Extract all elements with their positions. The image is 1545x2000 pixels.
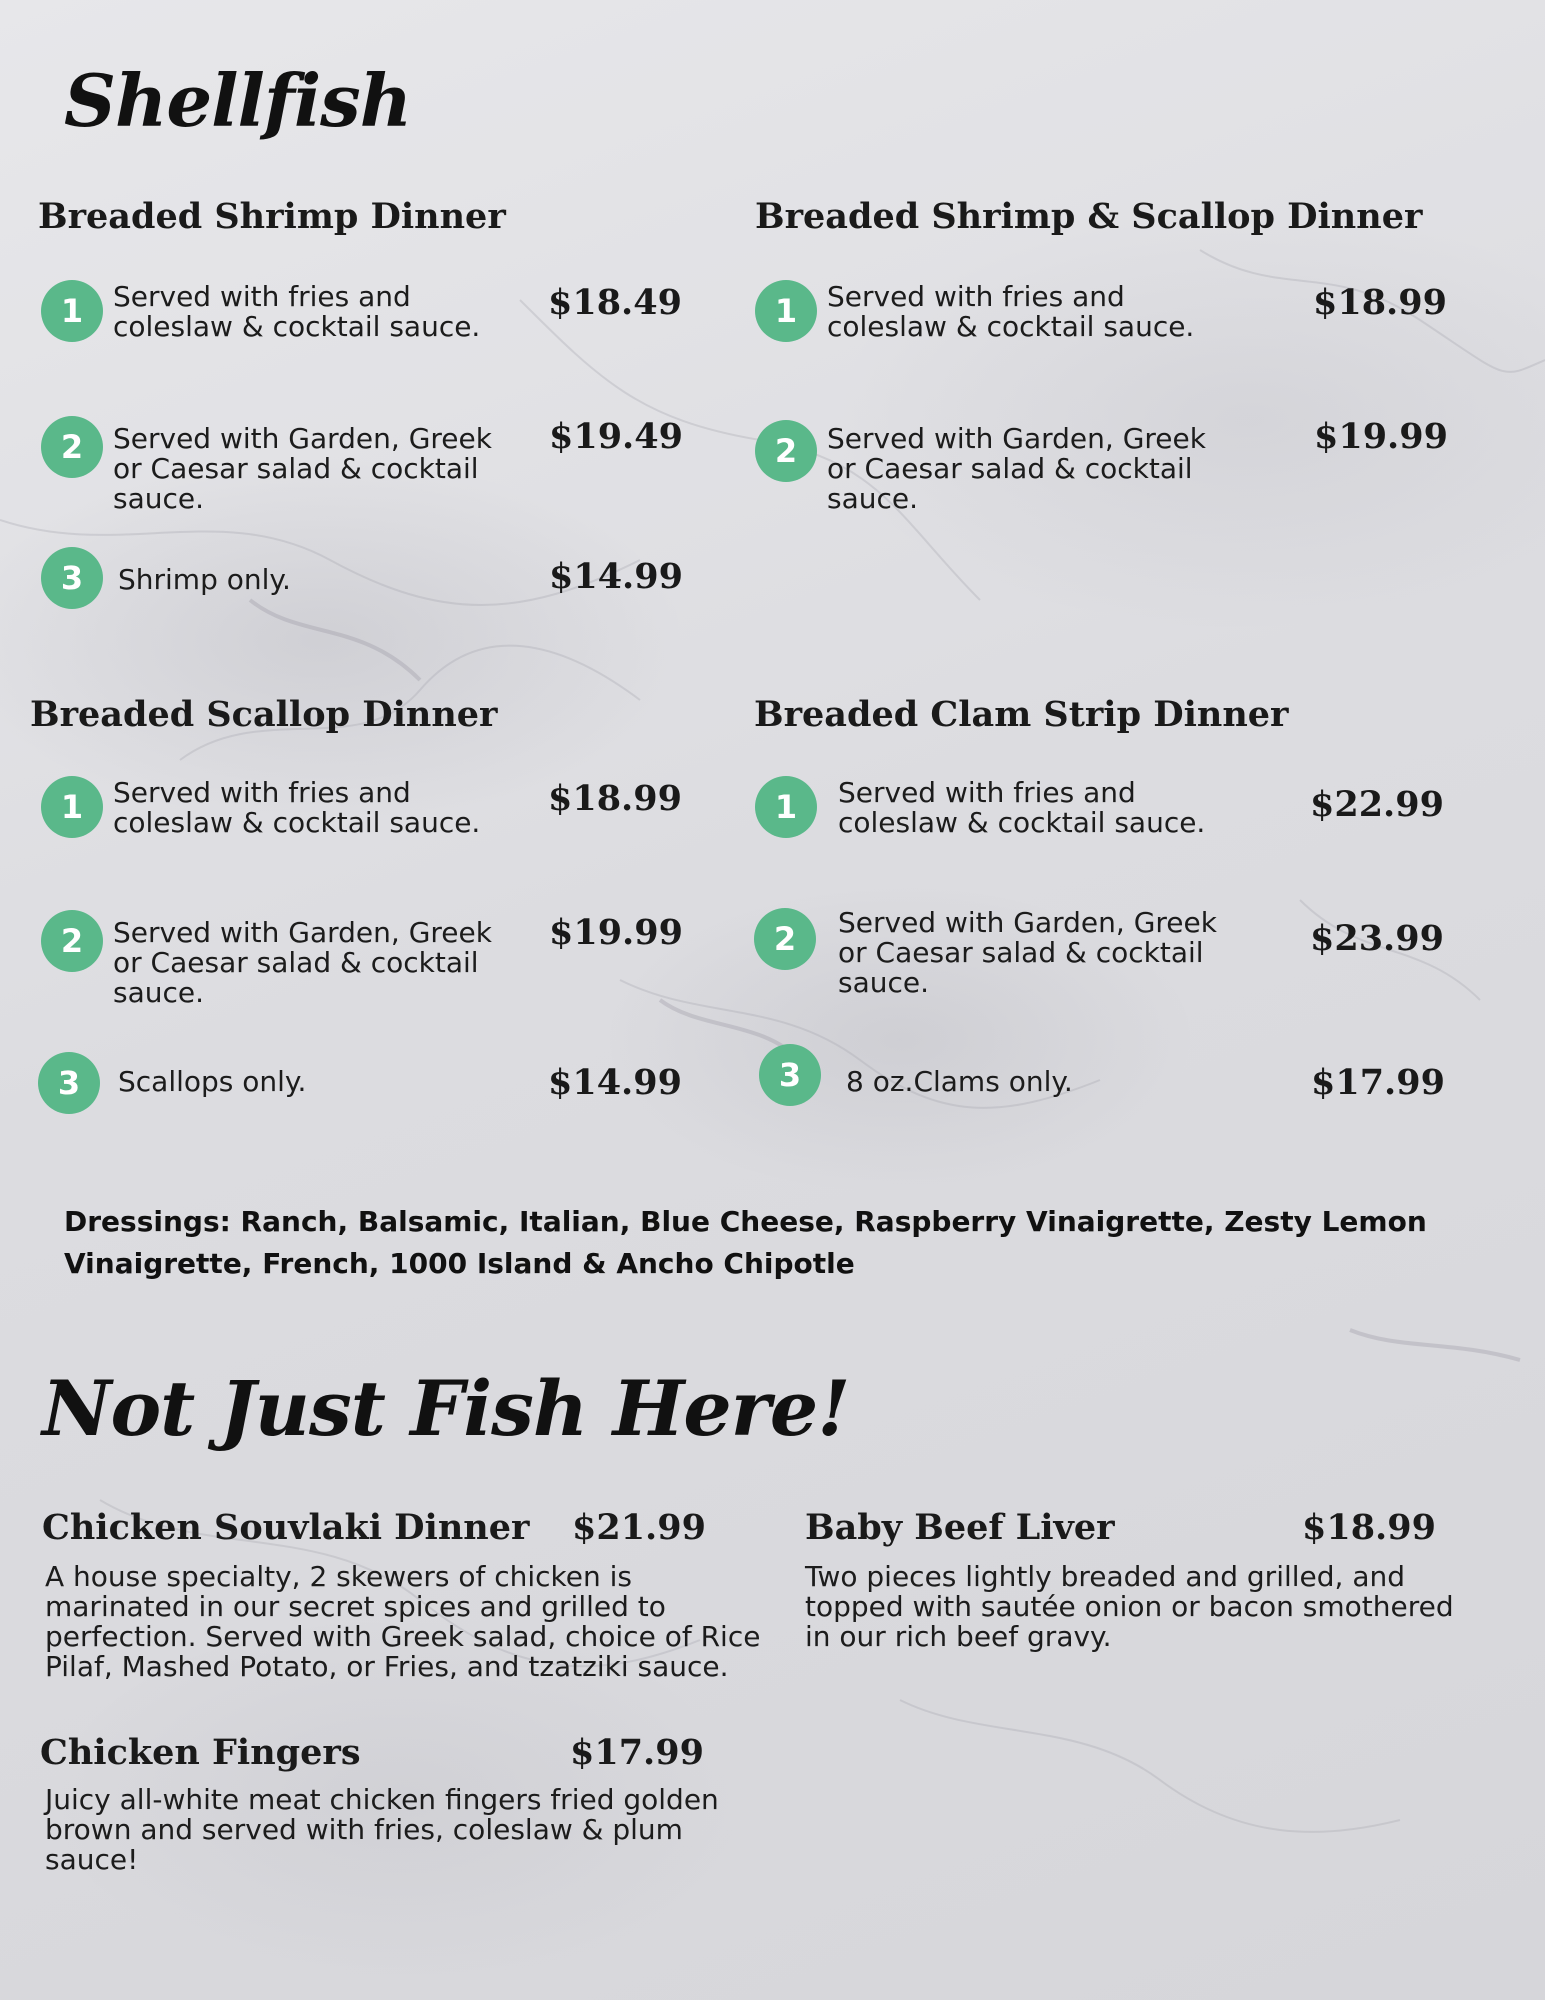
option-price: $18.99 (1313, 282, 1447, 323)
option-price: $18.49 (548, 282, 682, 323)
option-number-badge: 1 (755, 776, 817, 838)
option-price: $22.99 (1310, 784, 1444, 825)
option-price: $23.99 (1310, 918, 1444, 959)
option-number-badge: 1 (755, 280, 817, 342)
section-title: Breaded Scallop Dinner (30, 694, 498, 735)
option-description: Served with Garden, Greek or Caesar salad & cocktail sauce. (113, 422, 492, 515)
option-number-badge: 2 (754, 908, 816, 970)
option-price: $17.99 (1311, 1062, 1445, 1103)
option-number-badge: 2 (41, 910, 103, 972)
section-title: Breaded Shrimp & Scallop Dinner (755, 196, 1423, 237)
option-description: Served with fries and coleslaw & cocktail sauce. (113, 280, 481, 343)
item-title: Baby Beef Liver (805, 1507, 1115, 1548)
dressings-note: Dressings: Ranch, Balsamic, Italian, Blue Cheese, Raspberry Vinaigrette, Zesty Lemon Vinaigrette, French, 1000 Island & Ancho Chipotle (64, 1205, 1427, 1280)
option-description: Shrimp only. (118, 563, 291, 596)
option-description: Served with fries and coleslaw & cocktail sauce. (827, 280, 1195, 343)
option-number-badge: 2 (41, 416, 103, 478)
option-number-badge: 3 (41, 547, 103, 609)
shellfish-heading: Shellfish (64, 58, 412, 143)
section-title: Breaded Clam Strip Dinner (754, 694, 1289, 735)
item-description: A house specialty, 2 skewers of chicken is marinated in our secret spices and grilled to perfection. Served with Greek salad, choice of Rice Pilaf, Mashed Potato, or Fries, and tzatziki sauce. (45, 1560, 761, 1683)
option-number-badge: 1 (41, 280, 103, 342)
item-description: Juicy all-white meat chicken fingers fried golden brown and served with fries, coleslaw & plum sauce! (45, 1783, 719, 1876)
item-title: Chicken Souvlaki Dinner (42, 1507, 530, 1548)
option-description: Served with fries and coleslaw & cocktail sauce. (838, 776, 1206, 839)
option-price: $19.99 (1314, 416, 1448, 457)
section-title: Breaded Shrimp Dinner (38, 196, 506, 237)
option-price: $19.49 (549, 416, 683, 457)
item-title: Chicken Fingers (40, 1732, 361, 1773)
option-description: Served with Garden, Greek or Caesar salad & cocktail sauce. (827, 422, 1206, 515)
option-description: Served with Garden, Greek or Caesar salad & cocktail sauce. (838, 906, 1217, 999)
option-description: Served with Garden, Greek or Caesar salad & cocktail sauce. (113, 916, 492, 1009)
option-number-badge: 1 (41, 776, 103, 838)
not-just-fish-heading: Not Just Fish Here! (42, 1364, 850, 1453)
option-price: $14.99 (549, 556, 683, 597)
option-description: Scallops only. (118, 1065, 307, 1098)
option-price: $14.99 (548, 1062, 682, 1103)
option-price: $19.99 (549, 912, 683, 953)
item-price: $18.99 (1302, 1507, 1436, 1548)
item-price: $17.99 (570, 1732, 704, 1773)
option-number-badge: 3 (759, 1044, 821, 1106)
option-description: 8 oz.Clams only. (846, 1065, 1073, 1098)
option-price: $18.99 (548, 778, 682, 819)
option-description: Served with fries and coleslaw & cocktail sauce. (113, 776, 481, 839)
option-number-badge: 2 (755, 420, 817, 482)
option-number-badge: 3 (38, 1052, 100, 1114)
item-price: $21.99 (572, 1507, 706, 1548)
item-description: Two pieces lightly breaded and grilled, and topped with sautée onion or bacon smothered in our rich beef gravy. (805, 1560, 1454, 1653)
